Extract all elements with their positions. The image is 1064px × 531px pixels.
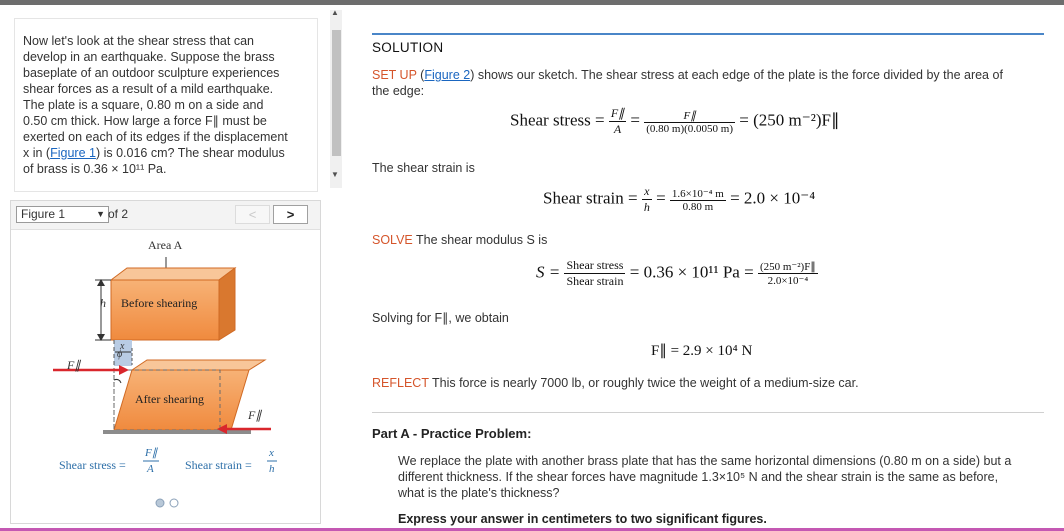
setup-paragraph: SET UP (Figure 2) shows our sketch. The shear stress at each edge of the plate is the force divided by the area of the edge:: [372, 68, 1003, 98]
ground: [103, 430, 251, 434]
figure-viewer: [10, 200, 321, 524]
x-label: x: [120, 341, 125, 352]
force-left-label: F∥: [67, 358, 81, 372]
reflect-key: REFLECT: [372, 376, 429, 390]
shear-strain-denominator: h: [269, 463, 275, 475]
part-a-title: Part A - Practice Problem:: [372, 426, 532, 441]
arrowhead-right-icon: [119, 365, 129, 375]
part-divider: [372, 412, 1044, 413]
before-shearing-label: Before shearing: [121, 296, 198, 310]
reflect-paragraph: REFLECT This force is nearly 7000 lb, or roughly twice the weight of a medium-size car.: [372, 376, 859, 390]
solve-paragraph: SOLVE The shear modulus S is: [372, 233, 548, 247]
solving-text: Solving for F∥, we obtain: [372, 311, 509, 325]
problem-line: of brass is 0.36 × 10¹¹ Pa.: [23, 162, 167, 176]
problem-line: baseplate of an outdoor sculpture experiences: [23, 66, 280, 80]
area-label: Area A: [148, 238, 183, 252]
phi-label: ϕ: [117, 349, 123, 360]
scroll-up-arrow-icon[interactable]: ▲: [331, 8, 339, 17]
before-block-top: [111, 268, 235, 280]
problem-line: develop in an earthquake. Suppose the brass: [23, 50, 275, 64]
shear-stress-denominator: A: [147, 463, 154, 475]
force-result: F∥ = 2.9 × 10⁴ N: [651, 343, 753, 359]
shear-stress-label: Shear stress =: [59, 458, 126, 472]
phi-arc: [114, 379, 121, 383]
solution-divider: [372, 33, 1044, 35]
solve-key: SOLVE: [372, 233, 413, 247]
shear-strain-label: Shear strain =: [185, 458, 252, 472]
top-bar: [0, 0, 1064, 5]
problem-line: shear forces as a result of a mild earthquake.: [23, 82, 274, 96]
before-block-side: [219, 268, 235, 340]
shear-diagram: [11, 230, 320, 523]
page-dot-active[interactable]: [156, 499, 164, 507]
next-figure-button[interactable]: >: [273, 205, 308, 224]
setup-key: SET UP: [372, 68, 417, 82]
problem-line: 0.50 cm thick. How large a force F∥ must be: [23, 114, 267, 128]
problem-text: [23, 33, 311, 177]
figure-1-link[interactable]: Figure 1: [50, 146, 96, 160]
strain-intro: The shear strain is: [372, 161, 475, 175]
figure-select[interactable]: Figure 1 ▼: [16, 206, 109, 223]
figure-count: of 2: [108, 207, 129, 221]
shear-stress-equation: Shear stress = $\frac{F\parallel}{A}$ = $\frac{F\parallel}{(0.80 m)(0.0050 m)}$ = (250 m⁻²)F∥: [510, 106, 840, 136]
h-label: h: [100, 296, 106, 310]
solution-title: SOLUTION: [372, 40, 444, 55]
figure-image: [11, 230, 320, 523]
page-dot[interactable]: [170, 499, 178, 507]
after-block-top: [132, 360, 265, 370]
figure-viewer-header: [11, 201, 320, 230]
problem-line: exerted on each of its edges if the displacement: [23, 130, 288, 144]
problem-line: x in (Figure 1) is 0.016 cm? The shear modulus: [23, 146, 285, 160]
problem-line: Now let's look at the shear stress that can: [23, 34, 254, 48]
force-right-label: F∥: [248, 408, 262, 422]
chevron-down-icon: ▼: [96, 209, 105, 219]
previous-figure-button[interactable]: <: [235, 205, 270, 224]
shear-strain-equation: Shear strain = $\frac{x}{h}$ = $\frac{\text{1.6×10⁻⁴ m}}{0.80 m}$ = 2.0 × 10⁻⁴: [543, 184, 816, 214]
after-shearing-label: After shearing: [135, 392, 204, 406]
shear-strain-numerator: x: [269, 447, 274, 459]
scrollbar-thumb[interactable]: [332, 30, 341, 156]
problem-panel: [14, 18, 318, 192]
part-a-question: We replace the plate with another brass plate that has the same horizontal dimensions (0.80 m on a side) but a different thickness. If the shear forces have magnitude 1.3×10⁵ N and the shear strain is the same as before, what is the plate's thickness?: [398, 454, 1012, 500]
scroll-down-arrow-icon[interactable]: ▼: [331, 170, 339, 179]
figure-2-link[interactable]: Figure 2: [424, 68, 471, 82]
answer-instructions: Express your answer in centimeters to two significant figures.: [398, 512, 767, 526]
shear-modulus-equation: S = $\frac{\text{Shear stress}}{\text{Shear strain}}$ = 0.36 × 10¹¹ Pa = $\frac{\text{(250 m⁻²)F∥}}{\text{2.0×10⁻⁴}}$: [536, 258, 816, 288]
shear-stress-numerator: F∥: [145, 447, 158, 459]
problem-line: The plate is a square, 0.80 m on a side and: [23, 98, 264, 112]
